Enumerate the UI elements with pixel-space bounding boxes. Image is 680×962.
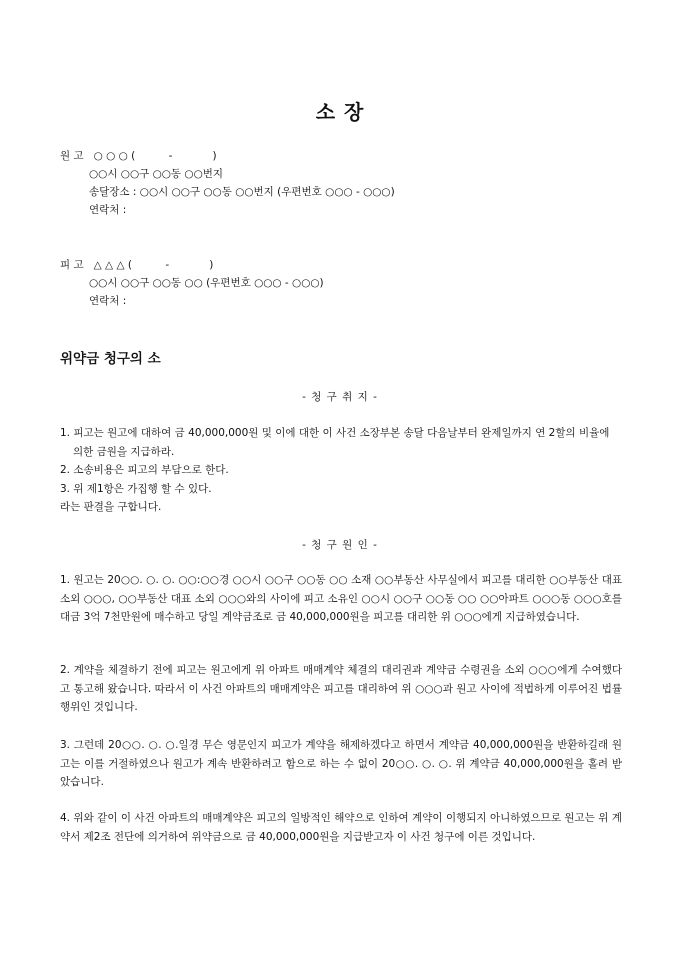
- claim-cause-heading: - 청 구 원 인 -: [302, 539, 378, 551]
- claim-purpose-item: 1. 피고는 원고에 대하여 금 40,000,000원 및 이에 대한 이 사건 소장부본 송달 다음날부터 완제일까지 연 2할의 비율에 의한 금원을 지급하라.: [60, 427, 610, 458]
- claim-cause-paragraph-1: 1. 원고는 20○○. ○. ○. ○○:○○경 ○○시 ○○구 ○○동 ○○ 소재 ○○부동산 사무실에서 피고를 대리한 ○○부동산 대표 소외 ○○○, ○○부동산 대표 소외 ○○○와의 사이에 피고 소유인 ○○시 ○○구 ○○동 ○○ ○○아파트 ○○○동 ○○○호를 대금 3억 7천만원에 매수하고 당일 계약금조로 금 40,000,000원을 피고를 대리한 위 ○○○에게 지급하였습니다.: [60, 574, 622, 623]
- plaintiff-block: [60, 147, 395, 219]
- claim-purpose-closing: 라는 판결을 구합니다.: [60, 501, 162, 513]
- claim-cause-paragraph-4: 4. 위와 같이 이 사건 아파트의 매매계약은 피고의 일방적인 해약으로 인하여 계약이 이행되지 아니하였으므로 원고는 위 계약서 제2조 전단에 의거하여 위약금으로 금 40,000,000원을 지급받고자 이 사건 청구에 이른 것입니다.: [60, 812, 622, 843]
- claim-purpose-list: [60, 424, 622, 517]
- plaintiff-delivery-address: 송달장소 : ○○시 ○○구 ○○동 ○○번지 (우편번호 ○○○ - ○○○): [89, 186, 395, 198]
- claim-purpose-item: 3. 위 제1항은 가집행 할 수 있다.: [60, 482, 212, 495]
- plaintiff-contact: 연락처 :: [89, 204, 127, 216]
- claim-cause-paragraph-2: 2. 계약을 체결하기 전에 피고는 원고에게 위 아파트 매매계약 체결의 대리권과 계약금 수령권을 소외 ○○○에게 수여했다고 통고해 왔습니다. 따라서 이 사건 아파트의 매매계약은 피고를 대리하여 위 ○○○과 원고 사이에 적법하게 이루어진 법률행위인 것입니다.: [60, 664, 622, 713]
- claim-purpose-item: 2. 소송비용은 피고의 부담으로 한다.: [60, 464, 229, 476]
- defendant-address: ○○시 ○○구 ○○동 ○○ (우편번호 ○○○ - ○○○): [89, 277, 324, 289]
- plaintiff-name-line: 원 고 ○ ○ ○ ( - ): [60, 150, 217, 162]
- defendant-name-line: 피 고 △ △ △ ( - ): [60, 259, 214, 271]
- claim-purpose-heading: - 청 구 취 지 -: [302, 391, 378, 403]
- case-title: 위약금 청구의 소: [60, 351, 161, 367]
- plaintiff-address: ○○시 ○○구 ○○동 ○○번지: [89, 168, 224, 180]
- defendant-block: [60, 256, 324, 310]
- claim-cause-paragraph-3: 3. 그런데 20○○. ○. ○.일경 무슨 영문인지 피고가 계약을 해제하겠다고 하면서 계약금 40,000,000원을 반환하길래 원고는 이를 거절하였으나 원고가 계속 반환하려고 함으로 하는 수 없이 20○○. ○. ○. 위 계약금 40,000,000원을 홀려 받았습니다.: [60, 739, 622, 788]
- document-title: 소 장: [315, 100, 365, 124]
- defendant-contact: 연락처 :: [89, 295, 127, 307]
